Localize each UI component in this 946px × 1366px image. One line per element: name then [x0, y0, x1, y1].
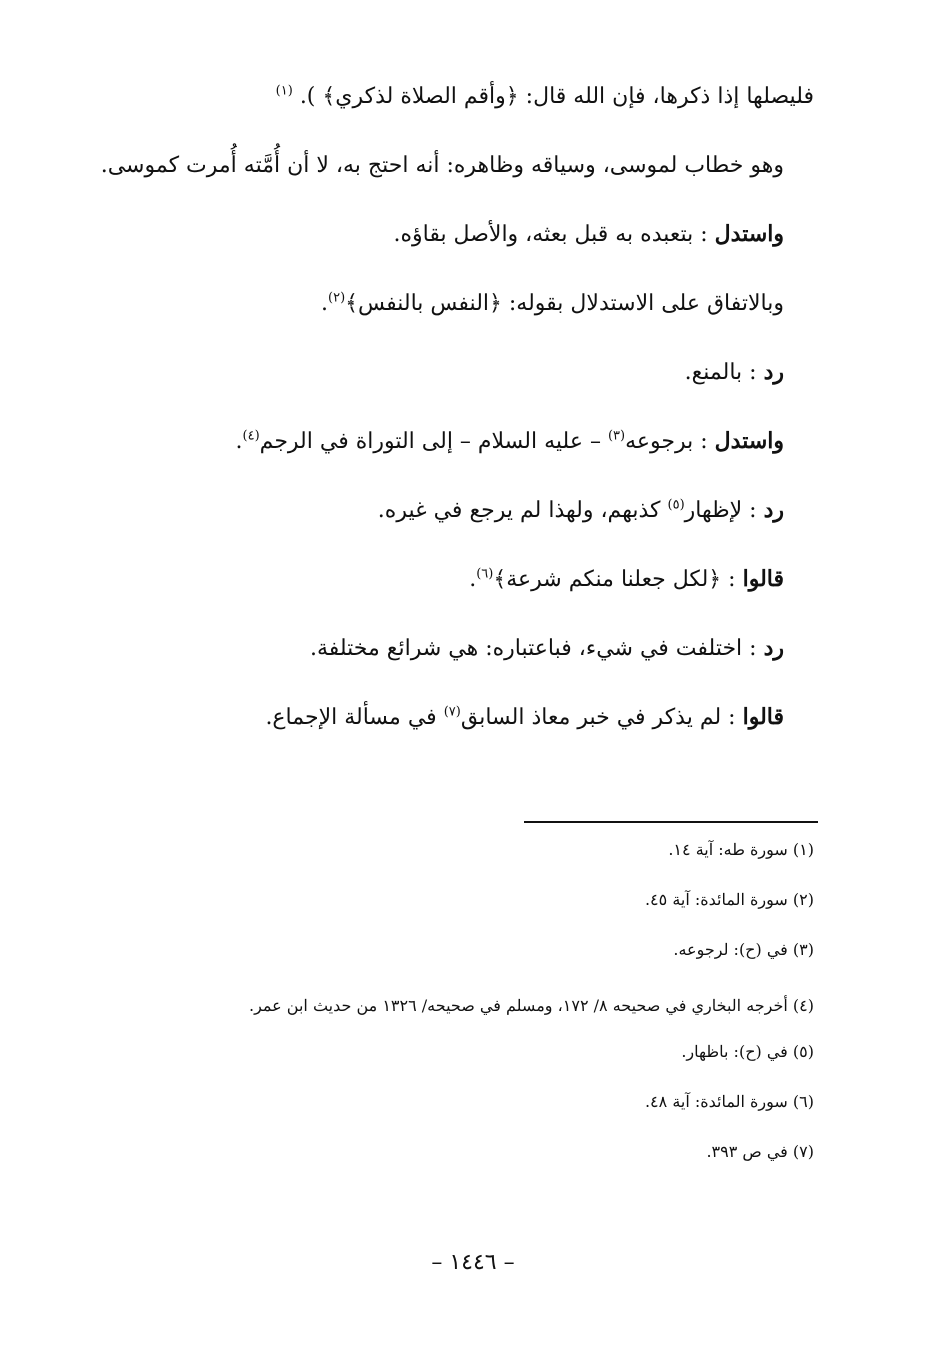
paragraph-3 — [90, 200, 814, 269]
paragraph-6 — [90, 407, 814, 476]
paragraph-8-label: قالوا — [742, 566, 784, 592]
paragraph-7-body: : لإظهار — [684, 498, 757, 523]
main-text-block — [90, 62, 814, 752]
footnote-ref-1[interactable]: (١) — [275, 83, 293, 99]
page-number: – ١٤٤٦ – — [431, 1250, 515, 1275]
footnote-4: (٤) أخرجه البخاري في صحيحه ٨/ ١٧٢، ومسلم في صحيحه/ ١٣٢٦ من حديث ابن عمر. — [248, 996, 814, 1015]
paragraph-7-label: رد — [763, 497, 784, 523]
paragraph-3-label: واستدل — [714, 221, 784, 247]
footnote-6: (٦) سورة المائدة: آية ٤٨. — [644, 1092, 814, 1111]
footnote-3: (٣) في (ح): لرجوعه. — [673, 940, 814, 959]
paragraph-10 — [90, 683, 814, 752]
footnote-7: (٧) في ص ٣٩٣. — [706, 1142, 814, 1161]
footnote-ref-3[interactable]: (٣) — [607, 428, 626, 444]
footnote-2: (٢) سورة المائدة: آية ٤٥. — [644, 890, 814, 909]
paragraph-10-body: : لم يذكر في خبر معاذ السابق — [460, 705, 736, 730]
paragraph-1-body: فليصلها إذا ذكرها، فإن الله قال: ﴿وأقم الصلاة لذكري﴾ ). — [299, 84, 814, 109]
footnote-ref-4[interactable]: (٤) — [242, 428, 260, 444]
paragraph-1 — [90, 62, 814, 131]
footnote-1: (١) سورة طه: آية ١٤. — [668, 840, 814, 859]
paragraph-7-end: كذبهم، ولهذا لم يرجع في غيره. — [377, 498, 661, 523]
paragraph-9-label: رد — [763, 635, 784, 661]
paragraph-8 — [90, 545, 814, 614]
paragraph-5 — [90, 338, 814, 407]
paragraph-6-end2: . — [235, 429, 243, 454]
paragraph-10-label: قالوا — [742, 704, 784, 730]
paragraph-4-body: وبالاتفاق على الاستدلال بقوله: ﴿النفس بالنفس﴾ — [345, 291, 784, 316]
paragraph-6-end: – عليه السلام – إلى التوراة في الرجم — [259, 429, 601, 454]
paragraph-9-body: : اختلفت في شيء، فباعتباره: هي شرائع مختلفة. — [309, 636, 757, 661]
paragraph-2 — [90, 131, 814, 200]
paragraph-6-body: : برجوعه — [625, 429, 708, 454]
paragraph-8-end: . — [469, 567, 477, 592]
paragraph-6-label: واستدل — [714, 428, 784, 454]
footnote-ref-5[interactable]: (٥) — [667, 497, 685, 513]
footnote-ref-2[interactable]: (٢) — [328, 290, 346, 306]
paragraph-2-body: وهو خطاب لموسى، وسياقه وظاهره: أنه احتج به، لا أن أُمَّته أُمرت كموسى. — [100, 153, 784, 178]
footnote-5: (٥) في (ح): باظهار. — [681, 1042, 814, 1061]
footnotes-block — [90, 832, 814, 1184]
footnote-ref-7[interactable]: (٧) — [443, 704, 461, 720]
paragraph-8-body: : ﴿لكل جعلنا منكم شرعة﴾ — [493, 567, 736, 592]
paragraph-4 — [90, 269, 814, 338]
paragraph-10-end: في مسألة الإجماع. — [265, 705, 437, 730]
paragraph-4-end: . — [321, 291, 329, 316]
footnote-divider — [524, 821, 818, 823]
paragraph-5-body: : بالمنع. — [684, 360, 757, 385]
paragraph-3-body: : بتعبده به قبل بعثه، والأصل بقاؤه. — [393, 222, 708, 247]
footnote-ref-6[interactable]: (٦) — [476, 566, 494, 582]
paragraph-9 — [90, 614, 814, 683]
paragraph-5-label: رد — [763, 359, 784, 385]
paragraph-7 — [90, 476, 814, 545]
